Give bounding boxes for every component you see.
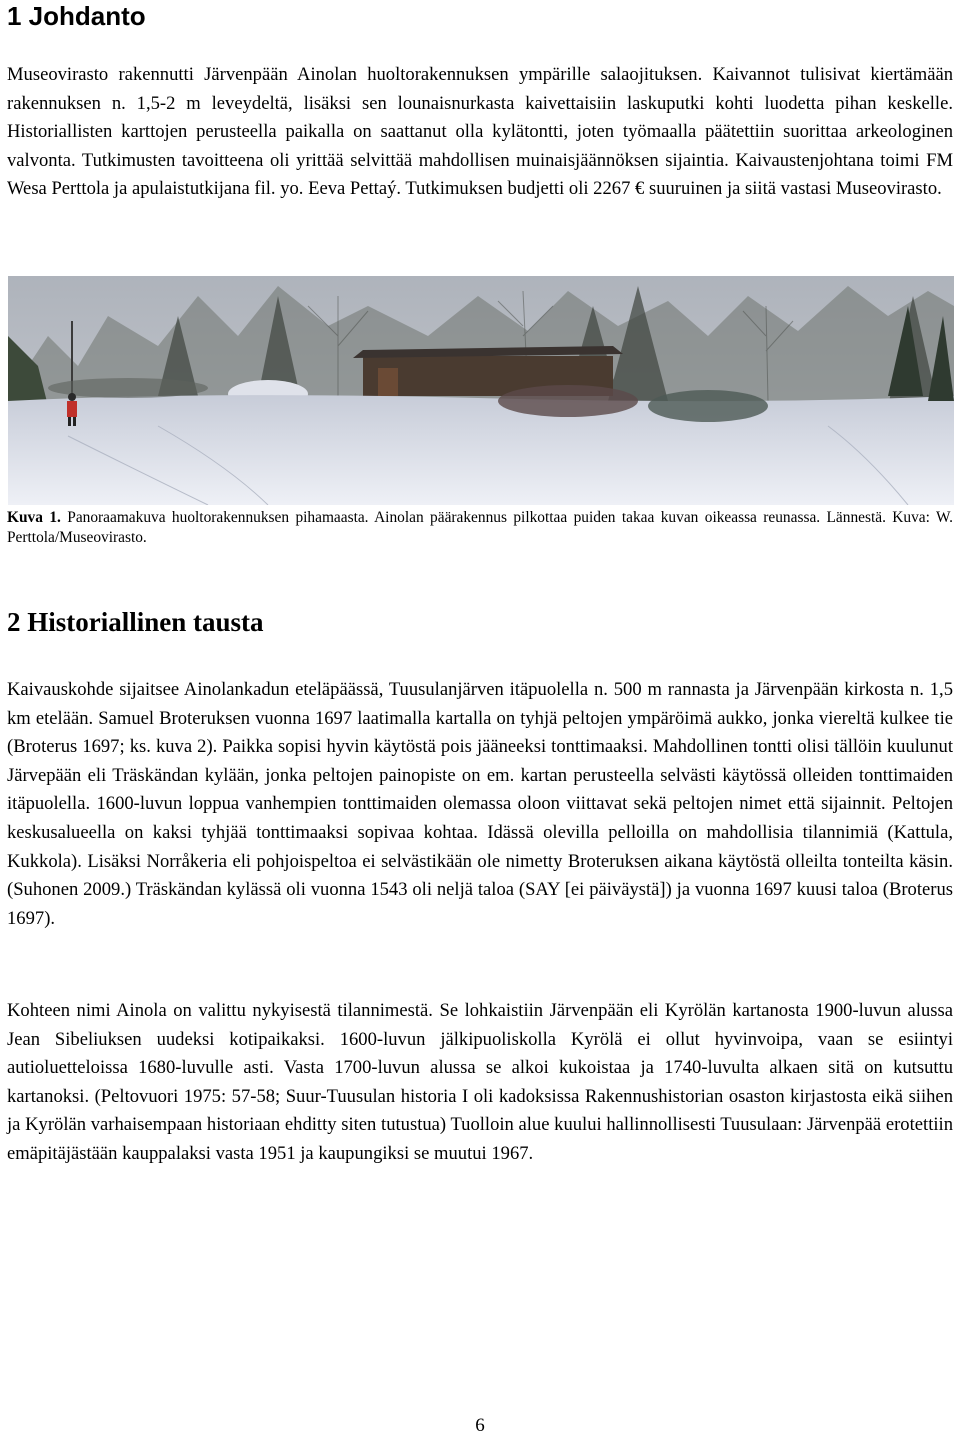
page-number: 6 bbox=[475, 1415, 485, 1436]
section-heading-johdanto: 1 Johdanto bbox=[7, 1, 146, 31]
panorama-photo-svg bbox=[8, 276, 954, 505]
intro-paragraph: Museovirasto rakennutti Järvenpään Ainolan huoltorakennuksen ympärille salaojituksen. Kaivannot tulisivat kiertämään rakennuksen n. 1,5-2 m leveydeltä, lisäksi sen lounaisnurkasta kaivettaisiin laskuputki kohti luodetta pihan keskelle. Historiallisten karttojen perusteella paikalla on saattanut olla kylätontti, joten työmaalla päätettiin suorittaa arkeologinen valvonta. Tutkimusten tavoitteena oli yrittää selvittää mahdollisen muinaisjäännöksen sijaintia. Kaivaustenjohtana toimi FM Wesa Perttola ja apulaistutkijana fil. yo. Eeva Pettaý. Tutkimuksen budjetti oli 2267 € suuruinen ja siitä vastasi Museovirasto. bbox=[7, 64, 953, 200]
figure-caption-text: Panoraamakuva huoltorakennuksen pihamaasta. Ainolan päärakennus pilkottaa puiden takaa kuvan oikeassa reunassa. Lännestä. Kuva: W. Perttola/Museovirasto. bbox=[7, 509, 953, 546]
history-paragraph-2: Kohteen nimi Ainola on valittu nykyisestä tilannimestä. Se lohkaistiin Järvenpään eli Kyrölän kartanosta 1900-luvun alussa Jean Sibeliuksen uudeksi kotipaikaksi. 1600-luvun jälkipuoliskolla Kyrölä ei ollut hyvinvoipa, vaan se esiintyi autioluetteloissa 1680-luvulle asti. Vasta 1700-luvun alussa se alkoi kukoistaa ja 1740-luvulta alkaen sitä on kutsuttu kartanoksi. (Peltovuori 1975: 57-58; Suur-Tuusulan historia I oli kadoksissa Rakennushistorian osaston kirjastosta eikä siihen ja Kyrölän varhaisempaan historiaan ehditty siten tutustua) Tuolloin alue kuului hallinnollisesti Tuusulaan: Järvenpää erotettiin emäpitäjästään kauppalaksi vasta 1951 ja kaupungiksi se muutui 1967. bbox=[7, 1000, 953, 1164]
panorama-photo bbox=[8, 276, 954, 505]
figure-caption bbox=[7, 508, 953, 548]
history-paragraph-1: Kaivauskohde sijaitsee Ainolankadun eteläpäässä, Tuusulanjärven itäpuolella n. 500 m rannasta ja Järvenpään kirkosta n. 1,5 km etelään. Samuel Broteruksen vuonna 1697 laatimalla kartalla on tyhjä peltojen ympäröimä aukko, jonka viereltä kulkee tie (Broterus 1697; ks. kuva 2). Paikka sopisi hyvin käytöstä pois jääneeksi tonttimaaksi. Mahdollinen tontti olisi tällöin kuulunut Järvepään eli Träskändan kylään, jonka peltojen painopiste on em. kartan perusteella selvästi käytössä olleiden tonttimaiden itäpuolella. 1600-luvun loppua vanhempien tonttimaiden olemassa oloon viittavat sekä peltojen nimet että sijainnit. Peltojen keskusalueella on kaksi tyhjää tonttimaaksi sopivaa kohtaa. Idässä olevilla pelloilla on mahdollisia tilannimiä (Kattula, Kukkola). Lisäksi Norråkeria eli pohjoispeltoa ei selvästikään ole nimetty Broteruksen aikana käytöstä olleilta tonteilta käsin. (Suhonen 2009.) Träskändan kylässä oli vuonna 1543 oli neljä taloa (SAY [ei päiväystä]) ja vuonna 1697 kuusi taloa (Broterus 1697). bbox=[7, 679, 953, 929]
section-heading-historiallinen-tausta: 2 Historiallinen tausta bbox=[7, 607, 264, 637]
figure-label: Kuva 1. bbox=[7, 509, 61, 526]
